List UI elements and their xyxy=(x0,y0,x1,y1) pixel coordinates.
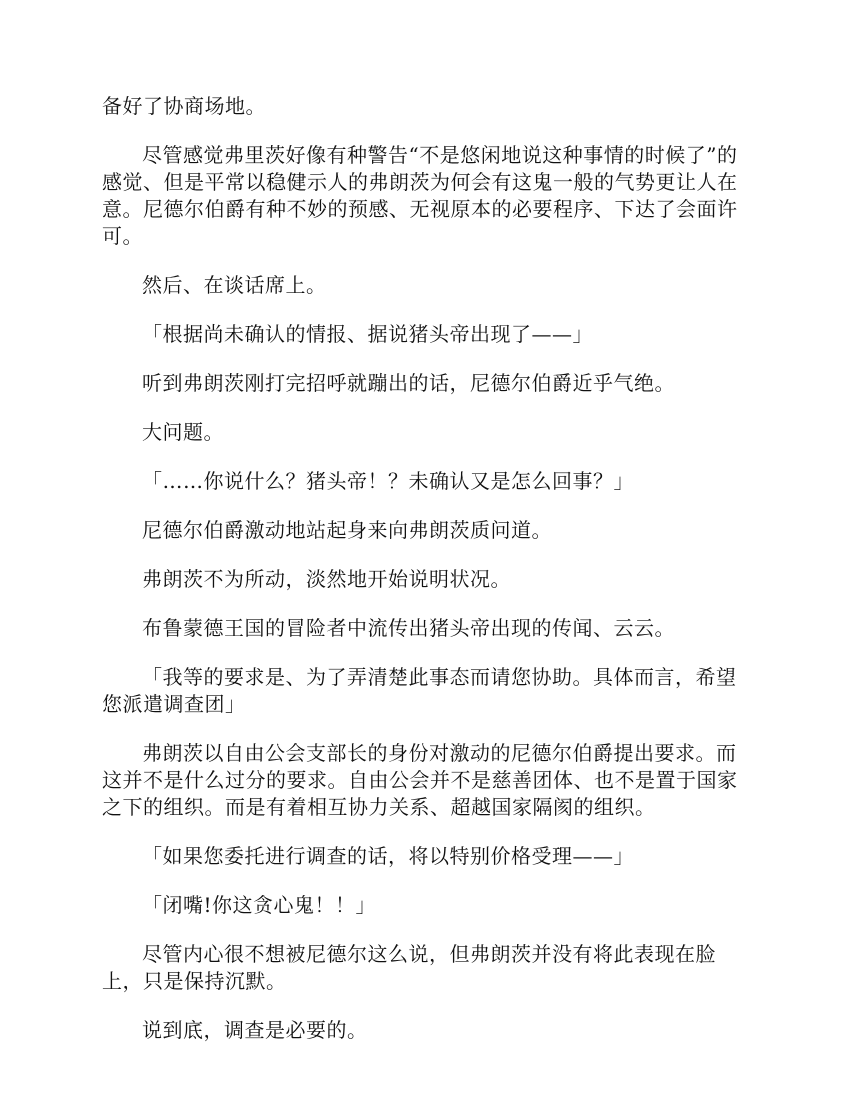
paragraph: 然后、在谈话席上。 xyxy=(142,273,327,297)
paragraph: 尽管感觉弗里茨好像有种警告“不是悠闲地说这种事情的时候了”的感觉、但是平常以稳健示人的弗朗茨为何会有这鬼一般的气势更让人在意。尼德尔伯爵有种不妙的预感、无视原本的必要程序、下达了会面许可。 xyxy=(102,143,738,248)
paragraph: 说到底，调查是必要的。 xyxy=(142,1018,368,1042)
paragraph: 听到弗朗茨刚打完招呼就蹦出的话，尼德尔伯爵近乎气绝。 xyxy=(142,371,675,395)
paragraph: 大问题。 xyxy=(142,420,224,444)
paragraph: 「如果您委托进行调查的话，将以特别价格受理——」 xyxy=(142,844,634,868)
paragraph: 尼德尔伯爵激动地站起身来向弗朗茨质问道。 xyxy=(142,518,552,542)
paragraph: 「我等的要求是、为了弄清楚此事态而请您协助。具体而言，希望您派遣调查团」 xyxy=(102,665,737,716)
paragraph: 「根据尚未确认的情报、据说猪头帝出现了——」 xyxy=(142,322,593,346)
paragraph: 尽管内心很不想被尼德尔这么说，但弗朗茨并没有将此表现在脸上，只是保持沉默。 xyxy=(102,942,716,993)
paragraph: 「闭嘴!你这贪心鬼！！」 xyxy=(142,893,377,917)
paragraph: 「……你说什么？猪头帝！？未确认又是怎么回事？」 xyxy=(142,469,634,493)
document-page xyxy=(102,93,754,1066)
paragraph: 布鲁蒙德王国的冒险者中流传出猪头帝出现的传闻、云云。 xyxy=(142,616,675,640)
paragraph: 弗朗茨不为所动，淡然地开始说明状况。 xyxy=(142,567,511,591)
paragraph: 弗朗茨以自由公会支部长的身份对激动的尼德尔伯爵提出要求。而这并不是什么过分的要求。自由公会并不是慈善团体、也不是置于国家之下的组织。而是有着相互协力关系、超越国家隔阂的组织。 xyxy=(102,741,738,819)
paragraph: 备好了协商场地。 xyxy=(102,94,266,118)
